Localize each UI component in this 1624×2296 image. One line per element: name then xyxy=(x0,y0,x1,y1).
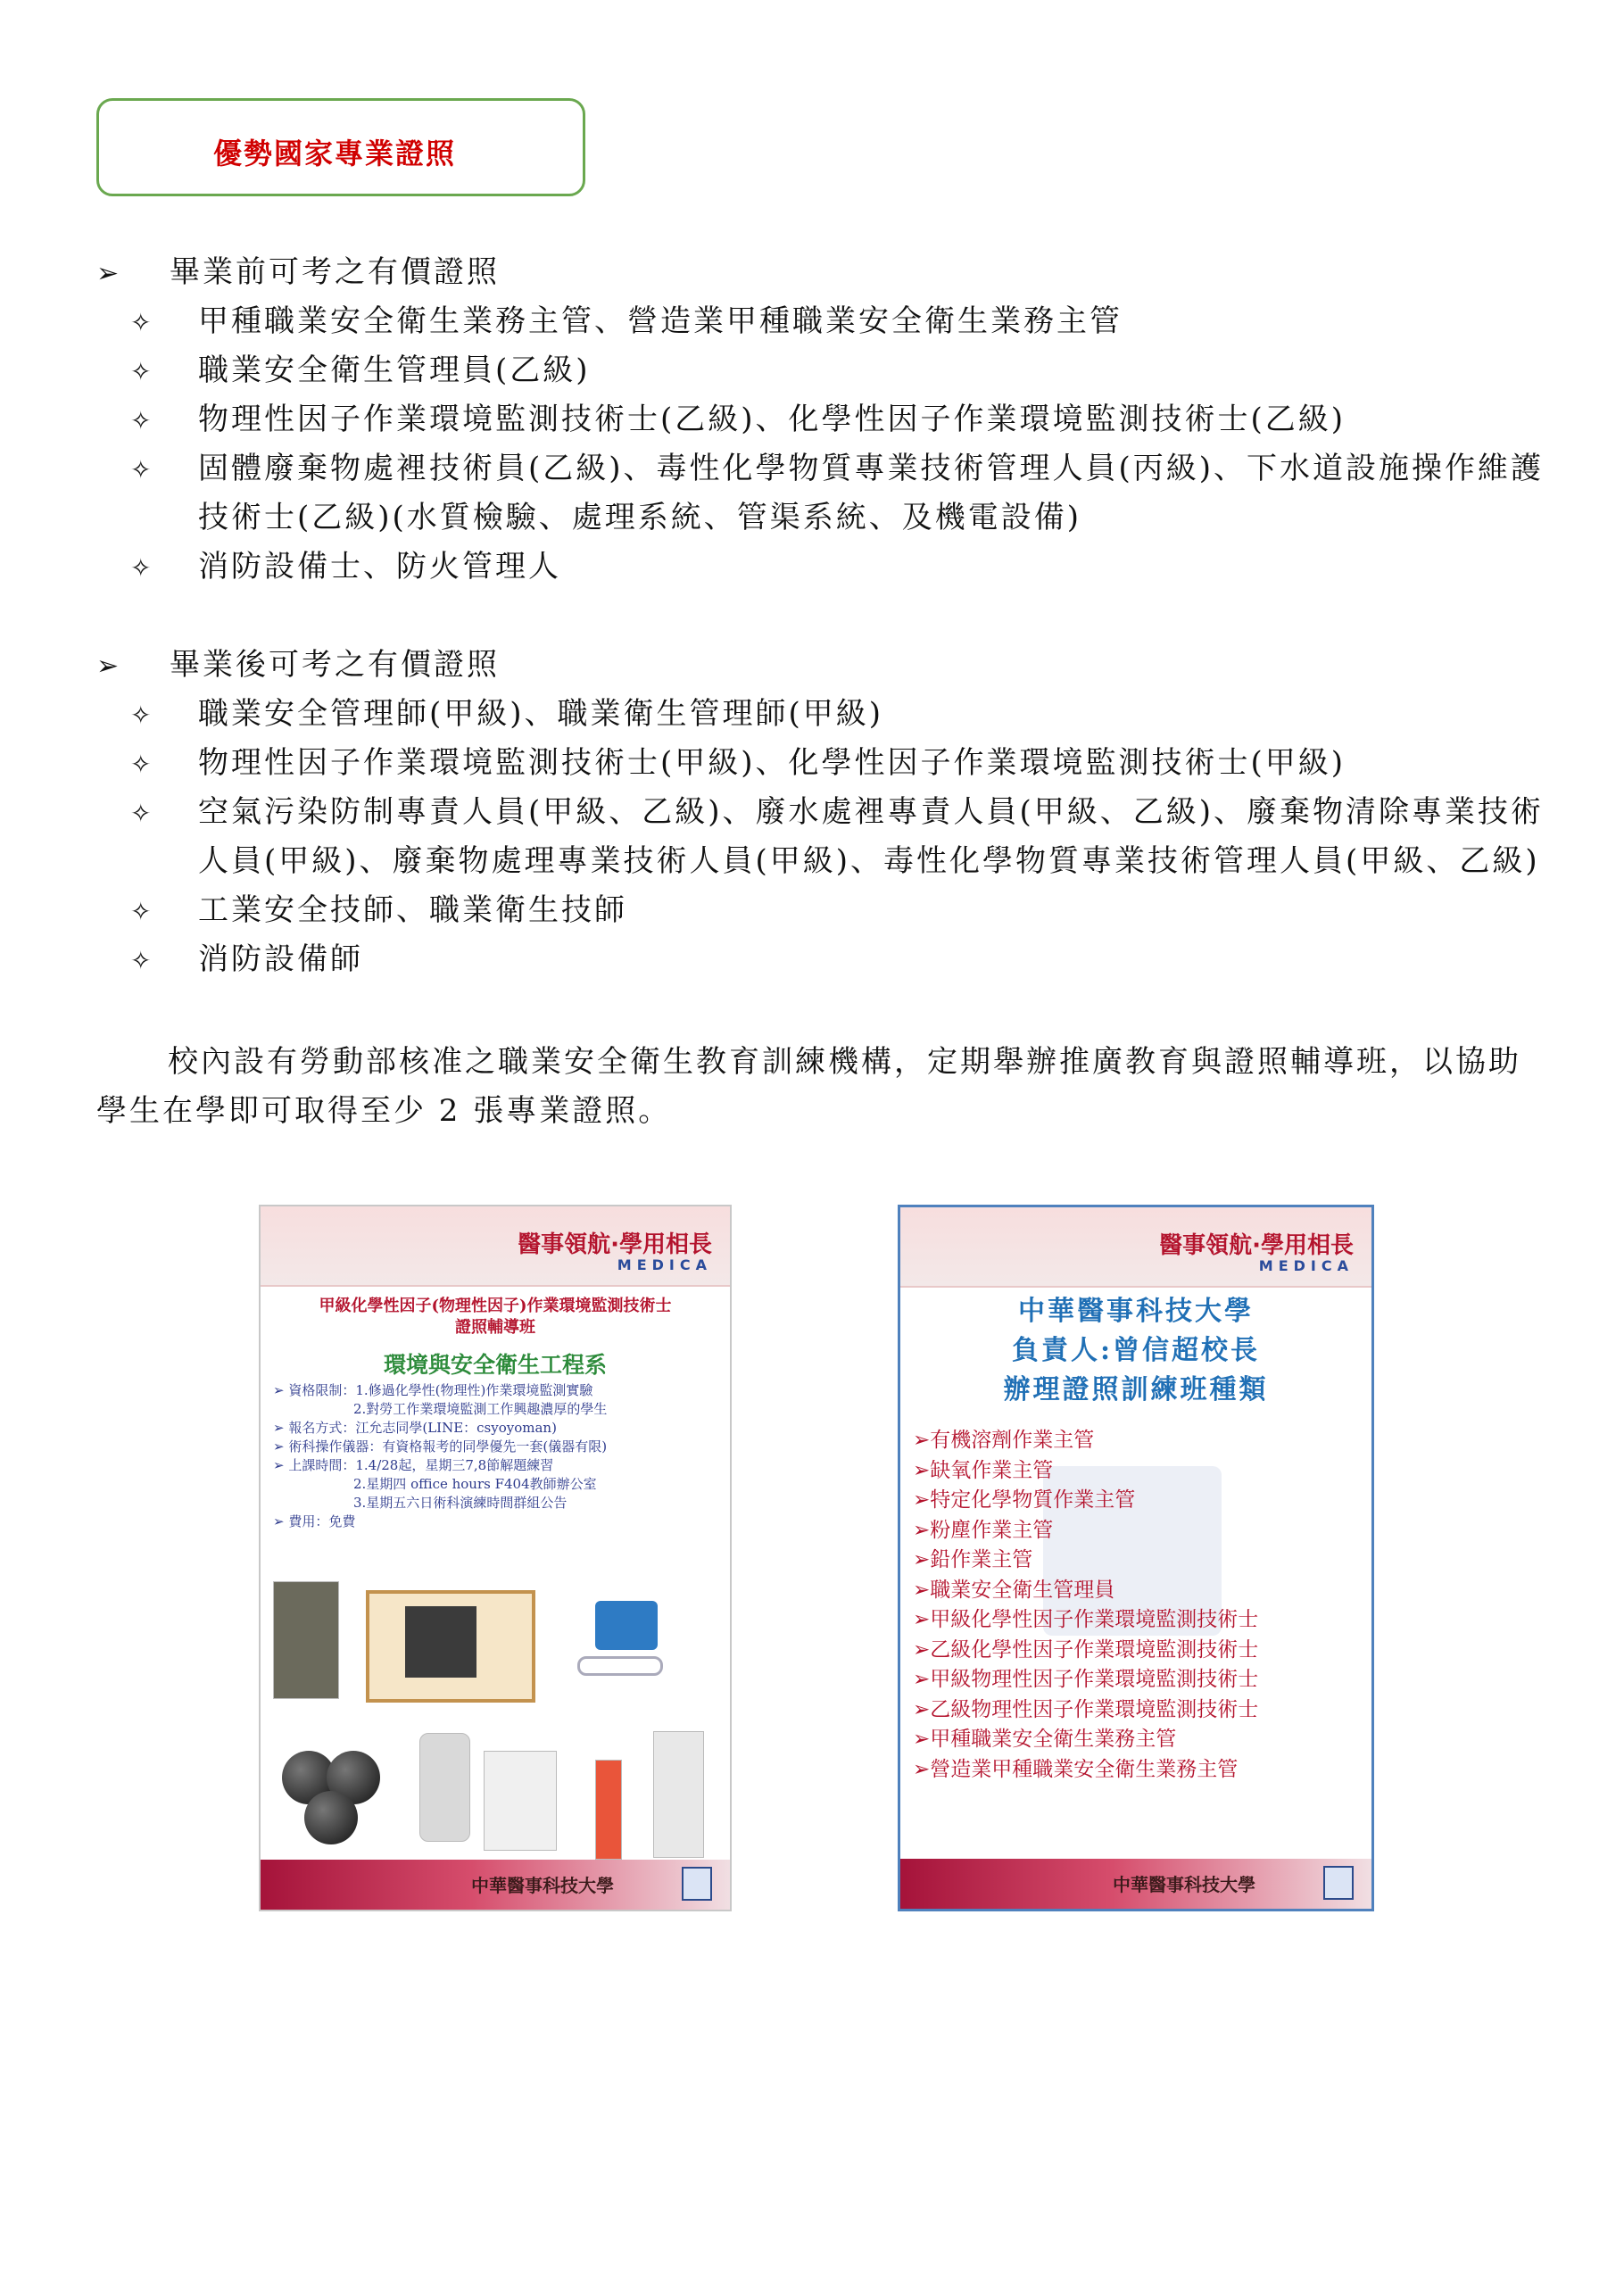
poster-info: ➢ 資格限制：1.修過化學性(物理性)作業環境監測實驗 2.對勞工作業環境監測工作興趣濃厚的學生 ➢ 報名方式：江允志同學(LINE：csyoyoman) ➢ 術科操作儀器：有資格報考的同學優先一套(儀器有限) ➢ 上課時間：1.4/28起，星期三7,8節解題練習 2.星期四 office hours F404教師辦公室 3.星期五六日術科演練時間群組公告 ➢ 費用：免費 xyxy=(273,1382,608,1529)
school-logo xyxy=(1323,1866,1354,1900)
list-item: ✧ 職業安全管理師(甲級)、職業衛生管理師(甲級) xyxy=(130,690,883,740)
star-bullet-icon: ✧ xyxy=(130,308,154,337)
list-item: ✧ 物理性因子作業環境監測技術士(乙級)、化學性因子作業環境監測技術士(乙級) xyxy=(130,395,1346,445)
arrow-bullet-icon: ➢ xyxy=(96,258,122,289)
poster-footer xyxy=(261,1860,730,1910)
poster-brand-sub: MEDICA xyxy=(1258,1257,1354,1274)
list-item: ➢營造業甲種職業安全衛生業務主管 xyxy=(913,1757,1239,1781)
arrow-bullet-icon: ➢ xyxy=(96,651,122,682)
poster-footer xyxy=(900,1859,1371,1909)
star-bullet-icon: ✧ xyxy=(130,946,154,975)
star-bullet-icon: ✧ xyxy=(130,455,154,485)
meter-photo xyxy=(484,1751,557,1851)
list-item: ✧ 職業安全衛生管理員(乙級) xyxy=(130,346,591,396)
poster-footer-text: 中華醫事科技大學 xyxy=(471,1875,614,1896)
section-heading-before-graduation: ➢ 畢業前可考之有價證照 xyxy=(96,248,500,298)
instrument-photo xyxy=(559,1592,675,1690)
poster-header xyxy=(261,1206,730,1287)
list-item: ➢乙級物理性因子作業環境監測技術士 xyxy=(913,1697,1259,1721)
paragraph-line: 學生在學即可取得至少 2 張專業證照。 xyxy=(96,1093,672,1129)
list-item: ➢甲種職業安全衛生業務主管 xyxy=(913,1728,1177,1751)
list-item: ✧ 空氣污染防制專責人員(甲級、乙級)、廢水處裡專責人員(甲級、乙級)、廢棄物清除專業技術 xyxy=(130,788,1544,838)
star-bullet-icon: ✧ xyxy=(130,799,154,828)
star-bullet-icon: ✧ xyxy=(130,750,154,779)
list-item-continuation: 技術士(乙級)(水質檢驗、處理系統、管渠系統、及機電設備) xyxy=(198,500,1082,535)
sphere-photo xyxy=(273,1742,394,1853)
poster-brand-sub: MEDICA xyxy=(617,1256,712,1273)
poster-header xyxy=(900,1207,1371,1288)
list-item: ➢鉛作業主管 xyxy=(913,1548,1033,1571)
page-title: 優勢國家專業證照 xyxy=(213,137,457,170)
list-item: ➢甲級化學性因子作業環境監測技術士 xyxy=(913,1608,1259,1631)
poster-right xyxy=(898,1205,1374,1911)
school-logo xyxy=(682,1867,712,1901)
list-item: ➢職業安全衛生管理員 xyxy=(913,1578,1115,1602)
star-bullet-icon: ✧ xyxy=(130,897,154,926)
poster-subtitle: 環境與安全衛生工程系 xyxy=(383,1352,607,1378)
paragraph-line: 校內設有勞動部核准之職業安全衛生教育訓練機構，定期舉辦推廣教育與證照輔導班，以協助 xyxy=(168,1044,1521,1080)
star-bullet-icon: ✧ xyxy=(130,406,154,435)
star-bullet-icon: ✧ xyxy=(130,357,154,386)
poster-footer-text: 中華醫事科技大學 xyxy=(1113,1874,1255,1895)
list-item: ✧ 消防設備士、防火管理人 xyxy=(130,543,561,593)
list-item: ✧ 固體廢棄物處裡技術員(乙級)、毒性化學物質專業技術管理人員(丙級)、下水道設施操作維護 xyxy=(130,444,1544,494)
title-box xyxy=(96,98,585,196)
poster-title: 甲級化學性因子(物理性因子)作業環境監測技術士 證照輔導班 xyxy=(319,1297,672,1337)
star-bullet-icon: ✧ xyxy=(130,700,154,730)
list-item: ✧ 甲種職業安全衛生業務主管、營造業甲種職業安全衛生業務主管 xyxy=(130,297,1123,347)
list-item: ✧ 工業安全技師、職業衛生技師 xyxy=(130,886,627,936)
list-item: ➢甲級物理性因子作業環境監測技術士 xyxy=(913,1668,1259,1691)
sound-meter-photo xyxy=(419,1733,470,1842)
instrument-photo xyxy=(273,1581,339,1699)
poster-brand: 醫事領航·學用相長 xyxy=(1159,1232,1354,1259)
meter-photo xyxy=(653,1731,704,1858)
meter-photo xyxy=(595,1760,622,1860)
list-item: ✧ 消防設備師 xyxy=(130,935,363,985)
poster-left xyxy=(259,1205,732,1911)
star-bullet-icon: ✧ xyxy=(130,553,154,583)
list-item: ➢特定化學物質作業主管 xyxy=(913,1488,1136,1512)
instrument-photo xyxy=(366,1590,535,1703)
list-item: ➢乙級化學性因子作業環境監測技術士 xyxy=(913,1637,1259,1662)
list-item: ➢粉塵作業主管 xyxy=(913,1518,1054,1542)
list-item: ➢有機溶劑作業主管 xyxy=(913,1429,1095,1452)
course-list xyxy=(913,1426,1258,1785)
poster-title: 中華醫事科技大學 負責人:曾信超校長 辦理證照訓練班種類 xyxy=(1003,1296,1269,1405)
poster-brand: 醫事領航·學用相長 xyxy=(518,1231,712,1258)
list-item-continuation: 人員(甲級)、廢棄物處理專業技術人員(甲級)、毒性化學物質專業技術管理人員(甲級、乙級) xyxy=(198,843,1540,879)
list-item: ➢缺氧作業主管 xyxy=(913,1458,1054,1482)
list-item: ✧ 物理性因子作業環境監測技術士(甲級)、化學性因子作業環境監測技術士(甲級) xyxy=(130,739,1346,789)
section-heading-after-graduation: ➢ 畢業後可考之有價證照 xyxy=(96,641,500,691)
